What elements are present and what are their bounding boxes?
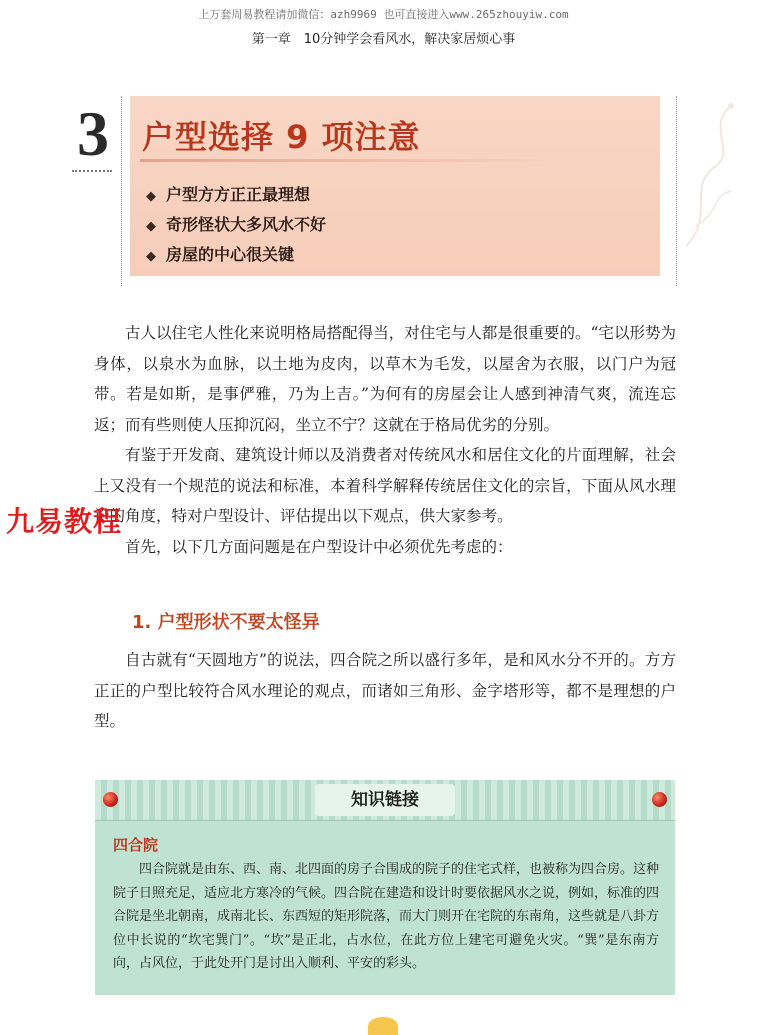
knowledge-subtitle: 四合院 [113, 836, 159, 854]
section-bullets [146, 180, 326, 270]
diamond-icon: ◆ [146, 219, 156, 234]
bullet-item [146, 240, 326, 270]
red-bead-right-icon [652, 792, 667, 807]
bullet-text: 户型方方正正最理想 [166, 185, 311, 204]
knowledge-header-title: 知识链接 [351, 790, 419, 810]
top-watermark: 上万套周易教程请加微信：azh9969 也可直接进入www.265zhouyiw.com [198, 8, 569, 21]
knowledge-paragraph: 四合院就是由东、西、南、北四面的房子合围成的院子的住宅式样，也被称为四合房。这种院子日照充足，适应北方寒冷的气候。四合院在建造和设计时要依据风水之说，例如，标准的四合院是坐北朝南，成南北长、东西短的矩形院落，而大门则开在宅院的东南角，这些就是八卦方位中长说的“坎宅巽门”。“坎”是正北，占水位，在此方位上建宅可避免火灾。“巽”是东南方向，占风位，于此处开门是讨出入顺利、平安的彩头。 [113, 862, 660, 971]
body-text-block-1 [94, 318, 676, 562]
red-bead-left-icon [103, 792, 118, 807]
diamond-icon: ◆ [146, 189, 156, 204]
section-title: 户型选择 9 项注意 [142, 118, 421, 156]
body-text-block-2 [94, 645, 676, 737]
bullet-text: 奇形怪状大多风水不好 [166, 215, 327, 234]
page-bottom-ornament-icon [368, 1017, 398, 1035]
flourish-decoration-icon [676, 96, 744, 256]
title-underline [140, 159, 560, 162]
diamond-icon: ◆ [146, 249, 156, 264]
bullet-item [146, 210, 326, 240]
chapter-number: 3 [77, 98, 109, 169]
body-paragraph: 自古就有“天圆地方”的说法，四合院之所以盛行多年，是和风水分不开的。方方正正的户型比较符合风水理论的观点，而诸如三角形、金字塔形等，都不是理想的户型。 [94, 651, 676, 730]
subheading: 1. 户型形状不要太怪异 [132, 612, 320, 633]
body-paragraph: 有鉴于开发商、建筑设计师以及消费者对传统风水和居住文化的片面理解，社会上又没有一个规范的说法和标准，本着科学解释传统居住文化的宗旨，下面从风水理论的角度，特对户型设计、评估提出以下观点，供大家参考。 [94, 446, 676, 525]
stamp-watermark: 九易教程 [6, 505, 123, 538]
bullet-text: 房屋的中心很关键 [166, 245, 295, 264]
body-paragraph: 古人以住宅人性化来说明格局搭配得当，对住宅与人都是很重要的。“宅以形势为身体，以泉水为血脉，以土地为皮肉，以草木为毛发，以屋舍为衣服，以门户为冠带。若是如斯，是事俨雅，乃为上吉。”为何有的房屋会让人感到神清气爽，流连忘返；而有些则使人压抑沉闷，坐立不宁？这就在于格局优劣的分别。 [94, 324, 676, 434]
section-inner [130, 96, 660, 276]
chapter-number-underline [72, 170, 112, 172]
section-box [121, 96, 677, 286]
bullet-item [146, 180, 326, 210]
body-paragraph: 首先，以下几方面问题是在户型设计中必须优先考虑的： [125, 537, 513, 556]
knowledge-link-box [95, 780, 675, 995]
running-head: 第一章 10分钟学会看风水，解决家居烦心事 [251, 32, 516, 47]
knowledge-text [113, 858, 659, 976]
